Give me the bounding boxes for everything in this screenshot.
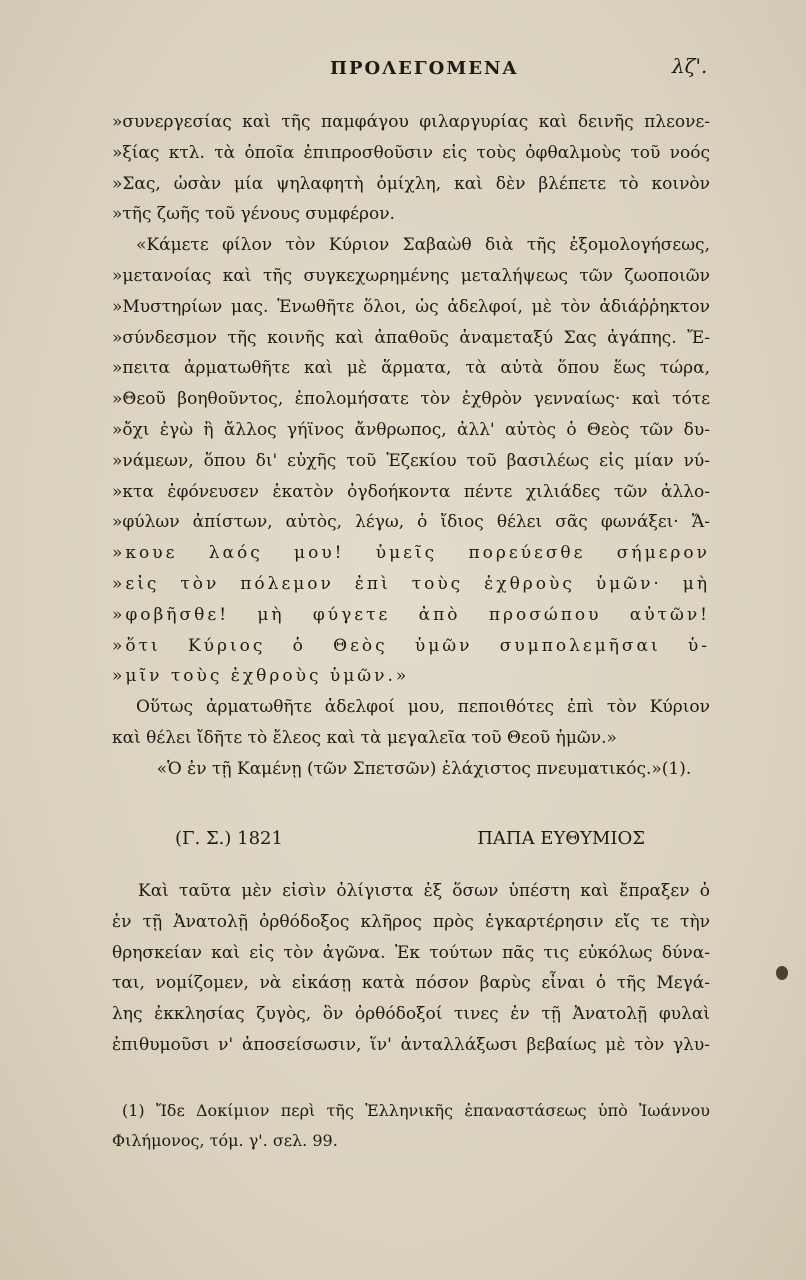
page-number: λζ'.: [672, 54, 708, 78]
running-head: ΠΡΟΛΕΓΟΜΕΝΑ: [330, 58, 519, 79]
text-line: »κουε λαός μου! ὑμεῖς πορεύεσθε σήμερον: [112, 543, 710, 564]
text-line: καὶ θέλει ἴδῆτε τὸ ἔλεος καὶ τὰ μεγαλεῖα τοῦ Θεοῦ ἡμῶν.»: [112, 727, 617, 748]
text-line: ἐν τῇ Ἀνατολῇ ὀρθόδοξος κλῆρος πρὸς ἐγκαρτέρησιν εἴς τε τὴν: [112, 911, 710, 932]
text-line: »κτα ἐφόνευσεν ἑκατὸν ὀγδοήκοντα πέντε χιλιάδες τῶν ἀλλο-: [112, 481, 710, 502]
text-line: »ξίας κτλ. τὰ ὁποῖα ἐπιπροσθοῦσιν εἰς τοὺς ὀφθαλμοὺς τοῦ νοός: [112, 142, 710, 163]
text-line: »νάμεων, ὅπου δι' εὐχῆς τοῦ Ἐζεκίου τοῦ βασιλέως εἰς μίαν νύ-: [112, 450, 710, 471]
text-line: Καὶ ταῦτα μὲν εἰσὶν ὀλίγιστα ἐξ ὅσων ὑπέστη καὶ ἔπραξεν ὁ: [138, 881, 710, 901]
footnote-line: Φιλήμονος, τόμ. γ'. σελ. 99.: [112, 1131, 338, 1150]
text-line: ται, νομίζομεν, νὰ εἰκάσῃ κατὰ πόσον βαρὺς εἶναι ὁ τῆς Μεγά-: [112, 973, 710, 994]
section-heading: [175, 828, 645, 849]
section-heading-title: ΠΑΠΑ ΕΥΘΥΜΙΟΣ: [477, 828, 645, 849]
footnote-line: (1) Ἴδε Δοκίμιον περὶ τῆς Ἑλληνικῆς ἐπαναστάσεως ὑπὸ Ἰωάννου: [122, 1101, 710, 1120]
text-line: θρησκείαν καὶ εἰς τὸν ἀγῶνα. Ἐκ τούτων πᾶς τις εὐκόλως δύνα-: [112, 942, 710, 963]
body-paragraph: [112, 876, 710, 1061]
text-line: »μῖν τοὺς ἐχθροὺς ὑμῶν.»: [112, 666, 410, 687]
text-line: ἐπιθυμοῦσι ν' ἀποσείσωσιν, ἵν' ἀνταλλάξωσι βεβαίως μὲ τὸν γλυ-: [112, 1034, 710, 1055]
quoted-proclamation: [112, 107, 710, 785]
ink-blot: [776, 966, 788, 980]
text-line: »συνεργεσίας καὶ τῆς παμφάγου φιλαργυρίας καὶ δεινῆς πλεονε-: [112, 112, 710, 132]
text-line: Οὕτως ἀρματωθῆτε ἀδελφοί μου, πεποιθότες ἐπὶ τὸν Κύριον: [136, 697, 710, 718]
text-line: »φοβῆσθε! μὴ φύγετε ἀπὸ προσώπου αὐτῶν!: [112, 604, 710, 625]
text-line: »ὄχι ἐγὼ ἢ ἄλλος γήϊνος ἄνθρωπος, ἀλλ' αὐτὸς ὁ Θεὸς τῶν δυ-: [112, 419, 710, 440]
text-line: »ὅτι Κύριος ὁ Θεὸς ὑμῶν συμπολεμῆσαι ὑ-: [112, 635, 710, 656]
text-line: »σύνδεσμον τῆς κοινῆς καὶ ἀπαθοῦς ἀναμεταξύ Σας ἀγάπης. Ἔ-: [112, 327, 710, 348]
signature-line: «Ὁ ἐν τῇ Καμένῃ (τῶν Σπετσῶν) ἐλάχιστος πνευματικός.»(1).: [156, 758, 692, 779]
text-line: »πειτα ἀρματωθῆτε καὶ μὲ ἅρματα, τὰ αὐτὰ ὅπου ἕως τώρα,: [112, 358, 710, 379]
text-line: «Κάμετε φίλον τὸν Κύριον Σαβαὼθ διὰ τῆς ἐξομολογήσεως,: [136, 235, 710, 256]
text-line: »Σας, ὡσὰν μία ψηλαφητὴ ὁμίχλη, καὶ δὲν βλέπετε τὸ κοινὸν: [112, 173, 710, 194]
text-line: λης ἐκκλησίας ζυγὸς, ὃν ὀρθόδοξοί τινες ἐν τῇ Ἀνατολῇ φυλαὶ: [112, 1004, 710, 1025]
text-line: »τῆς ζωῆς τοῦ γένους συμφέρον.: [112, 204, 395, 225]
text-line: »Θεοῦ βοηθοῦντος, ἐπολομήσατε τὸν ἐχθρὸν γενναίως· καὶ τότε: [112, 389, 710, 410]
text-line: »Μυστηρίων μας. Ἑνωθῆτε ὅλοι, ὡς ἀδελφοί, μὲ τὸν ἀδιάῤῥηκτον: [112, 296, 710, 317]
text-line: »φύλων ἀπίστων, αὐτὸς, λέγω, ὁ ἴδιος θέλει σᾶς φωνάξει· Ἄ-: [112, 512, 710, 533]
footnote: [112, 1096, 710, 1156]
text-line: »μετανοίας καὶ τῆς συγκεχωρημένης μεταλήψεως τῶν ζωοποιῶν: [112, 265, 710, 286]
text-line: »εἰς τὸν πόλεμον ἐπὶ τοὺς ἐχθροὺς ὑμῶν· μὴ: [112, 573, 710, 594]
section-heading-date: (Γ. Σ.) 1821: [175, 828, 283, 849]
